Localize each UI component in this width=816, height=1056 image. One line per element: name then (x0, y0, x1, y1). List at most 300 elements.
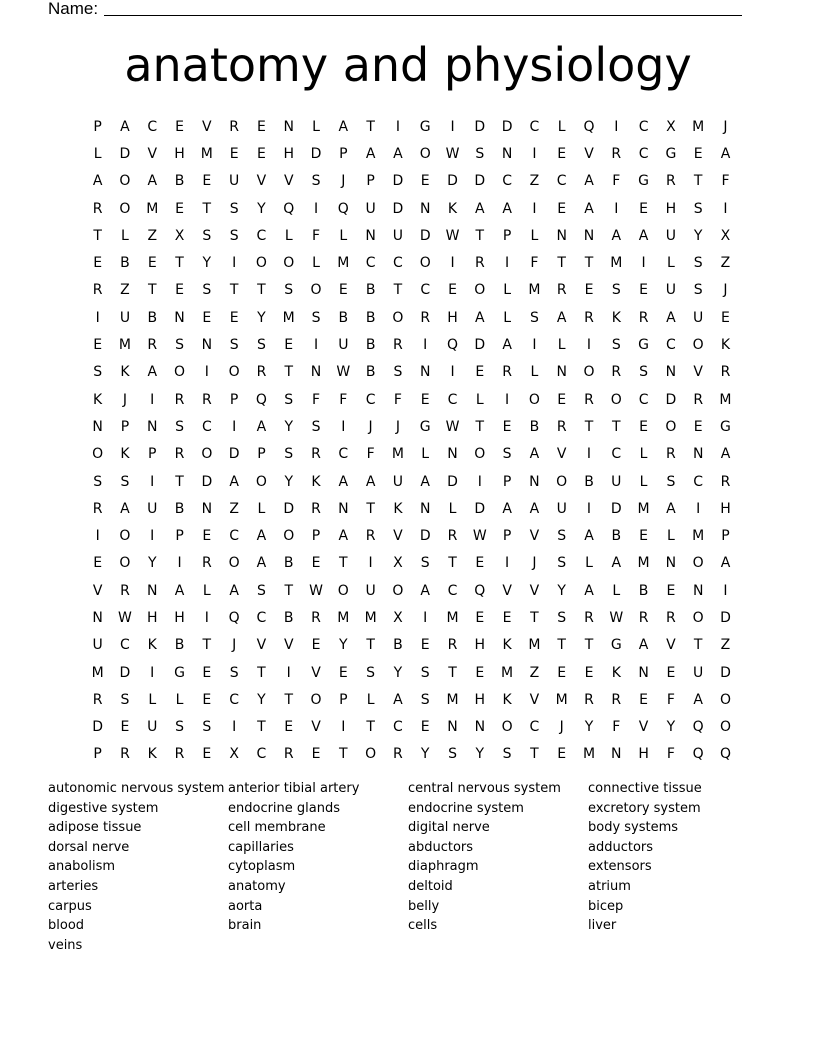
grid-letter: W (336, 364, 351, 381)
grid-letter: N (474, 719, 486, 736)
grid-letter: D (474, 337, 486, 354)
grid-letter: P (366, 173, 375, 190)
grid-letter: S (256, 337, 266, 354)
grid-letter: M (528, 637, 541, 654)
grid-letter: Z (120, 282, 130, 299)
grid-letter: O (719, 691, 731, 708)
grid-letter: C (556, 173, 567, 190)
grid-letter: H (174, 609, 185, 626)
grid-letter: T (557, 637, 566, 654)
grid-row (84, 386, 739, 413)
grid-letter: F (311, 391, 321, 408)
grid-letter: S (93, 364, 103, 381)
grid-letter: V (283, 173, 294, 190)
grid-row (84, 495, 739, 522)
grid-letter: M (582, 746, 596, 763)
grid-letter: A (502, 200, 512, 217)
grid-letter: N (419, 364, 431, 381)
grid-letter: O (283, 528, 295, 545)
grid-letter: H (665, 200, 677, 217)
grid-letter: O (365, 746, 377, 763)
grid-letter: Q (474, 582, 486, 599)
grid-letter: I (150, 528, 155, 545)
grid-letter: B (638, 582, 649, 599)
grid-letter: M (364, 609, 377, 626)
word-item: adductors (588, 839, 654, 855)
grid-letter: F (721, 173, 730, 190)
word-item: digestive system (48, 800, 159, 816)
grid-letter: A (256, 528, 267, 545)
grid-letter: F (366, 446, 375, 463)
grid-letter: T (475, 227, 485, 244)
word-item: endocrine glands (228, 800, 341, 816)
grid-letter: E (584, 664, 594, 681)
grid-letter: I (95, 528, 100, 545)
grid-letter: R (229, 118, 239, 135)
grid-letter: C (229, 528, 240, 545)
word-item: digital nerve (408, 820, 490, 836)
grid-letter: N (201, 337, 213, 354)
word-item: dorsal nerve (48, 839, 130, 855)
grid-letter: B (365, 282, 376, 299)
grid-letter: Y (339, 637, 348, 654)
grid-letter: C (256, 609, 267, 626)
grid-letter: S (120, 473, 130, 490)
grid-letter: E (557, 391, 567, 408)
grid-letter: U (392, 227, 404, 244)
word-item: excretory system (588, 800, 701, 816)
grid-letter: R (120, 582, 130, 599)
grid-letter: B (283, 609, 294, 626)
grid-letter: I (450, 118, 455, 135)
grid-letter: T (393, 282, 403, 299)
grid-letter: O (228, 364, 240, 381)
grid-letter: L (421, 446, 430, 463)
grid-letter: Q (692, 719, 704, 736)
grid-letter: P (721, 528, 730, 545)
grid-letter: B (283, 555, 294, 572)
grid-letter: V (256, 637, 267, 654)
grid-letter: X (174, 227, 185, 244)
grid-letter: R (92, 200, 103, 217)
grid-letter: E (693, 145, 703, 162)
grid-letter: O (283, 255, 295, 272)
grid-letter: R (638, 309, 649, 326)
grid-letter: Y (257, 309, 266, 326)
grid-letter: G (610, 637, 622, 654)
grid-letter: T (229, 282, 239, 299)
grid-letter: D (610, 500, 622, 517)
grid-letter: L (257, 500, 266, 517)
grid-letter: N (92, 418, 103, 435)
grid-letter: I (313, 200, 319, 217)
word-item: belly (408, 898, 440, 914)
grid-letter: C (256, 227, 267, 244)
grid-letter: A (720, 555, 731, 572)
grid-letter: B (529, 418, 540, 435)
grid-letter: T (693, 637, 703, 654)
grid-letter: C (120, 637, 130, 654)
grid-letter: M (692, 118, 705, 135)
grid-letter: A (584, 200, 594, 217)
grid-letter: E (311, 746, 321, 763)
grid-letter: K (120, 364, 130, 381)
grid-letter: A (365, 473, 376, 490)
grid-letter: R (393, 337, 403, 354)
grid-letter: E (639, 691, 649, 708)
grid-letter: F (393, 391, 402, 408)
grid-letter: U (147, 500, 158, 517)
grid-letter: Y (147, 555, 157, 572)
word-item: autonomic nervous system (48, 781, 225, 796)
grid-letter: V (283, 637, 294, 654)
grid-letter: I (150, 473, 155, 490)
grid-letter: E (284, 719, 294, 736)
grid-letter: O (501, 719, 513, 736)
grid-letter: B (174, 173, 185, 190)
grid-letter: S (202, 719, 212, 736)
grid-letter: M (91, 664, 104, 681)
grid-letter: Y (202, 255, 212, 272)
grid-letter: R (611, 145, 622, 162)
grid-letter: F (530, 255, 539, 272)
grid-letter: C (665, 337, 676, 354)
grid-letter: I (232, 255, 237, 272)
grid-letter: C (393, 719, 403, 736)
grid-letter: L (448, 500, 457, 517)
grid-letter: T (612, 418, 621, 435)
grid-letter: J (368, 418, 373, 435)
grid-letter: R (447, 637, 458, 654)
grid-letter: S (502, 446, 512, 463)
grid-row (84, 577, 739, 604)
grid-letter: I (505, 555, 510, 572)
grid-letter: G (638, 173, 650, 190)
grid-letter: T (530, 746, 539, 763)
word-item: cytoplasm (228, 859, 296, 875)
grid-letter: G (665, 145, 677, 162)
word-item: body systems (588, 820, 679, 836)
grid-letter: D (119, 664, 131, 681)
grid-letter: R (120, 746, 130, 763)
grid-letter: C (393, 255, 403, 272)
grid-letter: B (365, 337, 376, 354)
grid-letter: S (311, 418, 321, 435)
grid-letter: N (529, 473, 540, 490)
grid-letter: G (419, 118, 431, 135)
word-item: aorta (228, 898, 263, 914)
grid-letter: R (666, 446, 676, 463)
word-item: cell membrane (228, 820, 326, 836)
grid-letter: D (720, 609, 731, 626)
grid-letter: I (204, 364, 209, 381)
grid-letter: E (420, 173, 430, 190)
grid-letter: I (532, 145, 537, 162)
grid-letter: T (339, 555, 348, 572)
grid-letter: V (584, 145, 594, 162)
grid-letter: E (557, 746, 567, 763)
grid-letter: Y (257, 691, 266, 708)
grid-letter: B (338, 309, 349, 326)
grid-row (84, 222, 739, 249)
grid-letter: D (228, 446, 240, 463)
grid-letter: D (447, 473, 458, 490)
grid-letter: I (177, 555, 182, 572)
grid-letter: I (286, 664, 291, 681)
grid-letter: W (472, 528, 487, 545)
grid-letter: I (368, 555, 373, 572)
grid-letter: R (474, 255, 485, 272)
word-list (48, 779, 768, 955)
grid-letter: D (720, 664, 731, 681)
grid-letter: E (175, 200, 184, 217)
grid-letter: E (448, 282, 457, 299)
grid-letter: B (393, 637, 403, 654)
grid-letter: S (393, 364, 403, 381)
grid-letter: E (721, 309, 730, 326)
grid-letter: S (229, 337, 239, 354)
grid-letter: C (256, 746, 267, 763)
word-item: adipose tissue (48, 820, 142, 836)
grid-letter: P (311, 528, 321, 545)
grid-letter: T (175, 473, 184, 490)
grid-letter: L (284, 227, 293, 244)
grid-letter: S (284, 391, 294, 408)
grid-letter: B (174, 500, 185, 517)
grid-row (84, 468, 739, 495)
grid-letter: A (502, 337, 512, 354)
grid-letter: N (583, 227, 595, 244)
grid-letter: S (311, 173, 321, 190)
grid-letter: R (174, 746, 185, 763)
grid-letter: E (202, 691, 212, 708)
grid-letter: Q (719, 746, 731, 763)
grid-row (84, 113, 739, 140)
word-column (48, 779, 228, 955)
grid-letter: A (720, 145, 731, 162)
word-item: endocrine system (408, 800, 524, 816)
grid-letter: S (693, 255, 703, 272)
grid-letter: Y (584, 719, 594, 736)
grid-letter: I (423, 609, 428, 626)
grid-letter: T (339, 746, 348, 763)
grid-letter: Q (228, 609, 240, 626)
grid-letter: B (611, 528, 622, 545)
grid-letter: E (202, 528, 212, 545)
grid-letter: A (584, 528, 594, 545)
grid-letter: O (528, 391, 540, 408)
grid-letter: N (174, 309, 185, 326)
grid-letter: G (638, 337, 650, 354)
grid-letter: Z (147, 227, 158, 244)
word-item: veins (48, 937, 83, 953)
grid-letter: N (147, 418, 158, 435)
grid-letter: R (174, 391, 185, 408)
grid-letter: S (666, 473, 676, 490)
grid-row (84, 441, 739, 468)
grid-letter: O (255, 255, 267, 272)
grid-letter: R (201, 391, 212, 408)
grid-letter: E (202, 664, 212, 681)
grid-letter: X (666, 118, 676, 135)
grid-letter: E (257, 145, 266, 162)
grid-letter: D (447, 173, 458, 190)
grid-letter: X (720, 227, 731, 244)
grid-letter: C (638, 118, 649, 135)
grid-letter: M (337, 255, 350, 272)
grid-letter: I (641, 255, 646, 272)
grid-letter: F (339, 391, 348, 408)
grid-letter: L (148, 691, 157, 708)
grid-letter: Z (529, 664, 540, 681)
grid-letter: S (420, 691, 430, 708)
grid-letter: I (477, 473, 482, 490)
grid-letter: S (557, 609, 567, 626)
grid-letter: Y (393, 664, 403, 681)
grid-letter: H (146, 609, 158, 626)
grid-letter: T (202, 200, 212, 217)
grid-letter: T (284, 582, 293, 599)
grid-letter: R (147, 337, 158, 354)
grid-letter: N (556, 364, 567, 381)
grid-letter: A (338, 473, 349, 490)
grid-letter: H (638, 746, 649, 763)
grid-letter: D (474, 118, 486, 135)
grid-letter: O (92, 446, 104, 463)
grid-letter: R (92, 500, 103, 517)
grid-letter: R (256, 364, 267, 381)
grid-letter: C (420, 282, 431, 299)
grid-letter: I (586, 446, 592, 463)
grid-letter: A (611, 555, 622, 572)
grid-letter: R (92, 282, 103, 299)
grid-letter: T (693, 173, 703, 190)
grid-letter: A (147, 364, 158, 381)
grid-letter: K (393, 500, 403, 517)
grid-letter: A (147, 173, 158, 190)
grid-letter: I (450, 364, 455, 381)
grid-letter: T (584, 637, 594, 654)
grid-letter: P (502, 528, 512, 545)
grid-letter: F (612, 173, 621, 190)
grid-letter: U (338, 337, 349, 354)
grid-letter: S (502, 746, 512, 763)
grid-letter: S (311, 309, 321, 326)
grid-letter: L (121, 227, 129, 244)
grid-letter: R (720, 364, 731, 381)
grid-letter: D (419, 227, 431, 244)
grid-letter: H (174, 145, 185, 162)
grid-row (84, 522, 739, 549)
grid-letter: Z (720, 255, 731, 272)
grid-letter: B (584, 473, 594, 490)
grid-letter: N (665, 555, 677, 572)
grid-letter: E (666, 582, 676, 599)
grid-letter: I (505, 255, 510, 272)
grid-letter: E (639, 418, 649, 435)
grid-letter: E (475, 664, 485, 681)
grid-letter: C (338, 446, 349, 463)
grid-letter: A (229, 473, 239, 490)
grid-letter: O (201, 446, 213, 463)
grid-letter: T (202, 637, 212, 654)
grid-letter: E (202, 173, 212, 190)
grid-letter: A (92, 173, 103, 190)
grid-letter: O (692, 337, 704, 354)
grid-letter: O (119, 173, 131, 190)
grid-letter: A (529, 446, 540, 463)
grid-letter: W (445, 145, 460, 162)
grid-letter: O (310, 691, 322, 708)
grid-letter: U (611, 473, 622, 490)
grid-letter: V (393, 528, 403, 545)
grid-letter: A (393, 691, 403, 708)
grid-letter: P (120, 418, 130, 435)
grid-letter: L (175, 691, 184, 708)
letter-grid (84, 113, 739, 768)
grid-letter: X (393, 555, 403, 572)
grid-row (84, 195, 739, 222)
grid-letter: Q (692, 746, 704, 763)
grid-letter: R (311, 500, 321, 517)
grid-letter: I (723, 582, 728, 599)
grid-letter: F (311, 227, 321, 244)
grid-letter: E (202, 309, 212, 326)
grid-letter: A (229, 582, 239, 599)
grid-letter: V (311, 664, 321, 681)
grid-letter: T (475, 418, 485, 435)
grid-letter: T (448, 664, 457, 681)
grid-letter: E (420, 391, 430, 408)
grid-letter: R (420, 309, 431, 326)
grid-letter: E (502, 418, 512, 435)
grid-letter: A (693, 691, 703, 708)
grid-letter: Y (257, 200, 266, 217)
grid-letter: I (232, 418, 237, 435)
word-item: capillaries (228, 839, 294, 855)
grid-letter: O (419, 255, 431, 272)
grid-letter: M (282, 309, 295, 326)
grid-letter: S (284, 282, 294, 299)
grid-row (84, 277, 739, 304)
grid-letter: K (720, 337, 731, 354)
grid-letter: K (120, 446, 130, 463)
grid-letter: H (720, 500, 731, 517)
grid-letter: D (501, 118, 513, 135)
grid-letter: N (365, 227, 376, 244)
grid-letter: L (503, 309, 511, 326)
grid-letter: H (474, 637, 486, 654)
grid-letter: F (666, 691, 675, 708)
grid-letter: I (341, 719, 346, 736)
grid-letter: R (174, 446, 185, 463)
grid-letter: T (584, 255, 594, 272)
grid-letter: D (92, 719, 104, 736)
grid-letter: O (392, 582, 404, 599)
grid-letter: G (174, 664, 185, 681)
grid-letter: N (501, 145, 513, 162)
grid-letter: K (147, 637, 157, 654)
grid-row (84, 686, 739, 713)
grid-letter: A (638, 227, 649, 244)
grid-letter: B (147, 309, 158, 326)
grid-letter: H (474, 691, 486, 708)
grid-letter: V (529, 528, 540, 545)
grid-letter: B (120, 255, 130, 272)
grid-letter: Q (583, 118, 595, 135)
grid-letter: N (283, 118, 294, 135)
grid-letter: C (229, 691, 240, 708)
